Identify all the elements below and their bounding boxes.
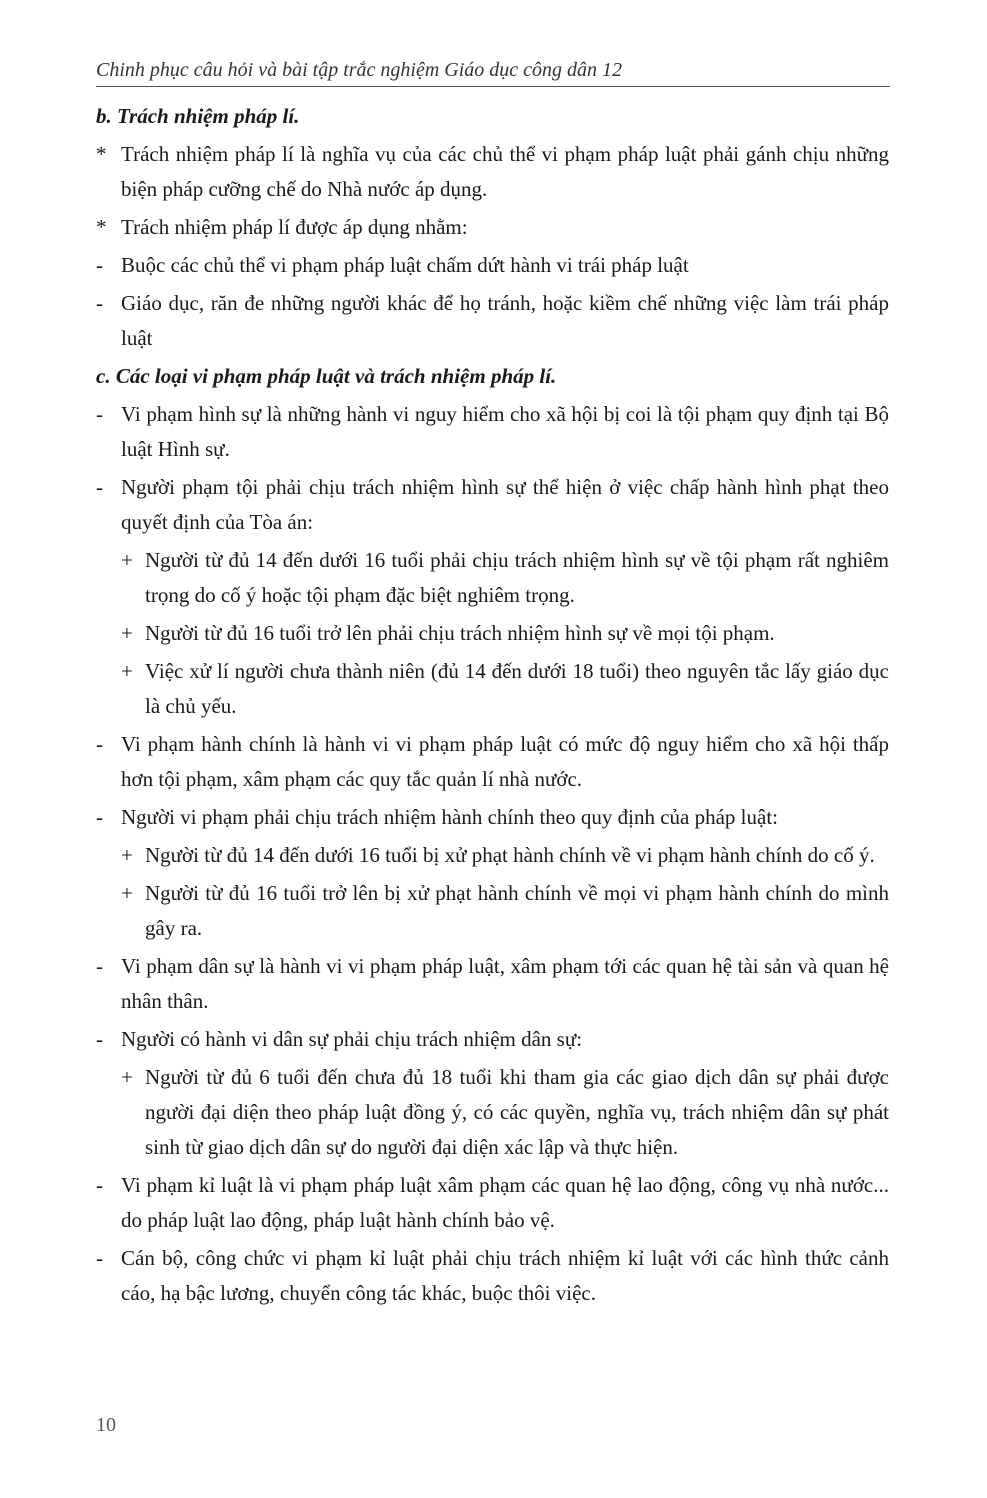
- sub-list-item-text: Người từ đủ 14 đến dưới 16 tuổi phải chịu trách nhiệm hình sự về tội phạm rất nghiêm trọng do cố ý hoặc tội phạm đặc biệt nghiêm trọng.: [145, 548, 889, 607]
- sub-list-item-text: Người từ đủ 14 đến dưới 16 tuổi bị xử phạt hành chính về vi phạm hành chính do cố ý.: [145, 843, 875, 867]
- list-item: [96, 397, 889, 467]
- sub-list-item: [96, 1060, 889, 1165]
- sub-list-item: [96, 543, 889, 613]
- list-item: [96, 137, 889, 207]
- list-item: [96, 210, 889, 245]
- list-item: [96, 1168, 889, 1238]
- sub-list-item-text: Người từ đủ 16 tuổi trở lên phải chịu trách nhiệm hình sự về mọi tội phạm.: [145, 621, 775, 645]
- list-item: [96, 286, 889, 356]
- list-item-text: Vi phạm hành chính là hành vi vi phạm pháp luật có mức độ nguy hiểm cho xã hội thấp hơn tội phạm, xâm phạm các quy tắc quản lí nhà nước.: [121, 732, 889, 791]
- dash-marker: -: [96, 253, 103, 277]
- list-item: [96, 727, 889, 797]
- plus-marker: +: [121, 843, 133, 867]
- plus-marker: +: [121, 621, 133, 645]
- sub-list-item: [96, 876, 889, 946]
- dash-marker: -: [96, 1246, 103, 1270]
- list-item: [96, 248, 889, 283]
- running-header: Chinh phục câu hỏi và bài tập trắc nghiệm Giáo dục công dân 12: [96, 58, 890, 87]
- dash-marker: -: [96, 954, 103, 978]
- plus-marker: +: [121, 548, 133, 572]
- plus-marker: +: [121, 1065, 133, 1089]
- list-item: [96, 949, 889, 1019]
- list-item-text: Giáo dục, răn đe những người khác để họ tránh, hoặc kiềm chế những việc làm trái pháp luật: [121, 291, 889, 350]
- dash-marker: -: [96, 291, 103, 315]
- page-number: 10: [96, 1414, 116, 1436]
- list-item-text: Người vi phạm phải chịu trách nhiệm hành chính theo quy định của pháp luật:: [121, 805, 778, 829]
- sub-list-item: [96, 838, 889, 873]
- dash-marker: -: [96, 805, 103, 829]
- list-item-text: Vi phạm dân sự là hành vi vi phạm pháp luật, xâm phạm tới các quan hệ tài sản và quan hệ nhân thân.: [121, 954, 889, 1013]
- list-item: [96, 470, 889, 540]
- sub-list-item-text: Người từ đủ 6 tuổi đến chưa đủ 18 tuổi khi tham gia các giao dịch dân sự phải được người đại diện theo pháp luật đồng ý, có các quyền, nghĩa vụ, trách nhiệm dân sự phát sinh từ giao dịch dân sự do người đại diện xác lập và thực hiện.: [145, 1065, 889, 1159]
- list-item: [96, 800, 889, 835]
- plus-marker: +: [121, 881, 133, 905]
- dash-marker: -: [96, 732, 103, 756]
- sub-list-item-text: Việc xử lí người chưa thành niên (đủ 14 đến dưới 18 tuổi) theo nguyên tắc lấy giáo dục là chủ yếu.: [145, 659, 889, 718]
- list-item-text: Người có hành vi dân sự phải chịu trách nhiệm dân sự:: [121, 1027, 583, 1051]
- dash-marker: -: [96, 475, 103, 499]
- list-item-text: Người phạm tội phải chịu trách nhiệm hình sự thể hiện ở việc chấp hành hình phạt theo quyết định của Tòa án:: [121, 475, 889, 534]
- asterisk-marker: *: [96, 215, 107, 239]
- sub-list-item: [96, 654, 889, 724]
- plus-marker: +: [121, 659, 133, 683]
- list-item: [96, 1022, 889, 1057]
- list-item-text: Trách nhiệm pháp lí là nghĩa vụ của các chủ thể vi phạm pháp luật phải gánh chịu những biện pháp cưỡng chế do Nhà nước áp dụng.: [121, 142, 889, 201]
- dash-marker: -: [96, 1173, 103, 1197]
- list-item-text: Vi phạm kỉ luật là vi phạm pháp luật xâm phạm các quan hệ lao động, công vụ nhà nước... do pháp luật lao động, pháp luật hành chính bảo vệ.: [121, 1173, 889, 1232]
- sub-list-item-text: Người từ đủ 16 tuổi trở lên bị xử phạt hành chính về mọi vi phạm hành chính do mình gây ra.: [145, 881, 889, 940]
- list-item-text: Buộc các chủ thể vi phạm pháp luật chấm dứt hành vi trái pháp luật: [121, 253, 689, 277]
- asterisk-marker: *: [96, 142, 107, 166]
- list-item: [96, 1241, 889, 1311]
- list-item-text: Trách nhiệm pháp lí được áp dụng nhằm:: [121, 215, 468, 239]
- page-content: [96, 99, 889, 1314]
- dash-marker: -: [96, 402, 103, 426]
- list-item-text: Cán bộ, công chức vi phạm kỉ luật phải chịu trách nhiệm kỉ luật với các hình thức cảnh cáo, hạ bậc lương, chuyển công tác khác, buộc thôi việc.: [121, 1246, 889, 1305]
- section-heading-b: b. Trách nhiệm pháp lí.: [96, 104, 300, 128]
- section-heading-c: c. Các loại vi phạm pháp luật và trách nhiệm pháp lí.: [96, 364, 557, 388]
- sub-list-item: [96, 616, 889, 651]
- dash-marker: -: [96, 1027, 103, 1051]
- list-item-text: Vi phạm hình sự là những hành vi nguy hiểm cho xã hội bị coi là tội phạm quy định tại Bộ luật Hình sự.: [121, 402, 889, 461]
